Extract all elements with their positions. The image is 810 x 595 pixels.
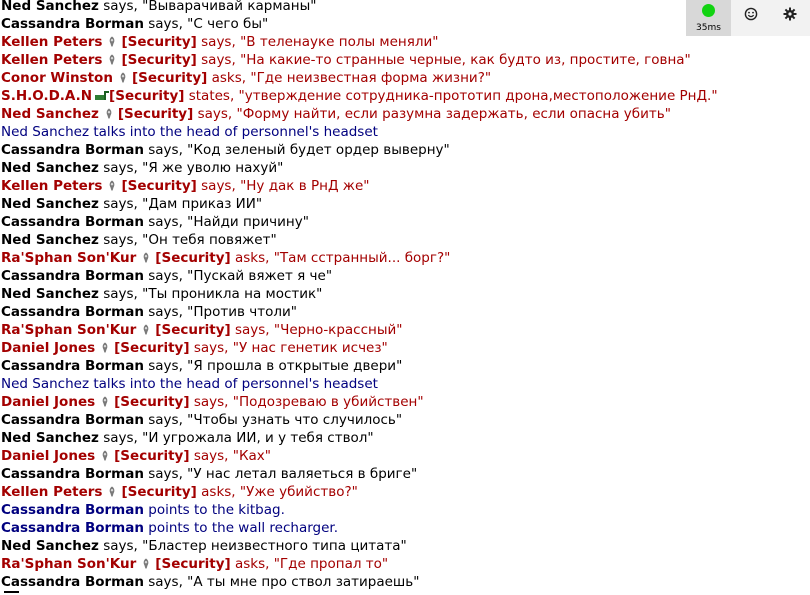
headset-icon (101, 448, 109, 459)
ping-text: 35ms (696, 23, 721, 33)
chat-message (1, 87, 801, 105)
chat-message (1, 339, 801, 357)
radio-channel: [Security] (114, 340, 190, 356)
chat-message (1, 447, 801, 465)
message-text: "Где неизвестная форма жизни?" (250, 70, 492, 86)
radio-channel: [Security] (109, 88, 185, 104)
message-verb: says, (201, 34, 236, 50)
ping-indicator (686, 0, 731, 36)
chat-message (1, 0, 801, 15)
message-verb: says, (197, 106, 233, 122)
message-text: "утверждение сотрудника-прототип дрона,местоположение РнД." (238, 88, 718, 104)
chat-message (1, 231, 801, 249)
speaker-name[interactable]: Ned Sanchez (1, 196, 99, 212)
message-text: Ned Sanchez talks into the head of personnel's headset (1, 376, 378, 392)
message-text: "И угрожала ИИ, и у тебя ствол" (142, 430, 374, 446)
message-verb: says, (148, 16, 183, 32)
chat-message (1, 519, 801, 537)
message-verb: says, (201, 52, 236, 68)
message-text: "А ты мне про ствол затираешь" (187, 574, 420, 590)
message-text: "Уже убийство?" (239, 484, 358, 500)
chat-message (1, 105, 801, 123)
message-verb: says, (193, 394, 229, 410)
message-text: "Черно-крассный" (273, 322, 403, 338)
chat-message (1, 429, 801, 447)
speaker-name[interactable]: Daniel Jones (1, 394, 96, 410)
speaker-name[interactable]: Kellen Peters (1, 484, 103, 500)
smiley-icon (744, 7, 758, 25)
message-verb: says, (193, 448, 229, 464)
speaker-name[interactable]: Kellen Peters (1, 178, 103, 194)
message-verb: asks, (211, 70, 247, 86)
speaker-name[interactable]: Cassandra Borman (1, 502, 144, 518)
speaker-name[interactable]: Ned Sanchez (1, 286, 99, 302)
message-verb: says, (103, 160, 138, 176)
speaker-name[interactable]: Cassandra Borman (1, 16, 144, 32)
speaker-name[interactable]: Cassandra Borman (1, 268, 144, 284)
message-text: "Где пропал то" (273, 556, 389, 572)
message-verb: says, (148, 358, 183, 374)
radio-channel: [Security] (121, 34, 197, 50)
speaker-name[interactable]: Kellen Peters (1, 52, 103, 68)
radio-channel: [Security] (155, 322, 231, 338)
chat-log[interactable] (1, 0, 801, 591)
message-verb: says, (148, 214, 183, 230)
message-verb: says, (148, 304, 183, 320)
message-verb: says, (148, 142, 183, 158)
headset-icon (108, 34, 116, 45)
chat-message (1, 465, 801, 483)
message-text: points to the kitbag. (148, 502, 285, 518)
speaker-name[interactable]: Ned Sanchez (1, 106, 99, 122)
gear-icon (783, 7, 797, 25)
speaker-name[interactable]: Ned Sanchez (1, 232, 99, 248)
chat-message (1, 33, 801, 51)
chat-message (1, 411, 801, 429)
settings-button[interactable] (770, 0, 810, 32)
chat-message (1, 375, 801, 393)
speaker-name[interactable]: Cassandra Borman (1, 574, 144, 590)
message-text: "Я прошла в открытые двери" (187, 358, 403, 374)
chat-message (1, 249, 801, 267)
radio-channel: [Security] (121, 484, 197, 500)
speaker-name[interactable]: Ned Sanchez (1, 160, 99, 176)
speaker-name[interactable]: Kellen Peters (1, 34, 103, 50)
headset-icon (108, 52, 116, 63)
chat-message (1, 195, 801, 213)
chat-message (1, 303, 801, 321)
chat-message (1, 69, 801, 87)
speaker-name[interactable]: Daniel Jones (1, 340, 96, 356)
message-text: "На какие-то странные черные, как будто из, простите, говна" (240, 52, 691, 68)
message-text: "Чтобы узнать что случилось" (187, 412, 403, 428)
message-verb: asks, (234, 556, 270, 572)
chat-message (1, 285, 801, 303)
speaker-name[interactable]: Ned Sanchez (1, 0, 99, 14)
headset-icon (108, 178, 116, 189)
speaker-name[interactable]: Ra'Sphan Son'Kur (1, 250, 137, 266)
headset-icon (101, 340, 109, 351)
headset-icon (142, 322, 150, 333)
message-text: "У нас летал валяеться в бриге" (187, 466, 418, 482)
speaker-name[interactable]: Ned Sanchez (1, 430, 99, 446)
chat-message (1, 51, 801, 69)
chat-message (1, 177, 801, 195)
message-text: points to the wall recharger. (148, 520, 339, 536)
speaker-name[interactable]: Conor Winston (1, 70, 113, 86)
chat-message (1, 483, 801, 501)
status-panel (686, 0, 810, 36)
speaker-name[interactable]: Cassandra Borman (1, 520, 144, 536)
chat-message (1, 213, 801, 231)
message-text: "Я же уволю нахуй" (142, 160, 284, 176)
headset-icon (142, 250, 150, 261)
chat-message (1, 357, 801, 375)
speaker-name[interactable]: Cassandra Borman (1, 142, 144, 158)
radio-channel: [Security] (114, 394, 190, 410)
message-text: "Бластер неизвестного типа цитата" (142, 538, 407, 554)
chat-message (1, 267, 801, 285)
message-text: "Пускай вяжет я че" (187, 268, 333, 284)
input-caret (4, 591, 19, 593)
radio-channel: [Security] (155, 250, 231, 266)
message-verb: says, (234, 322, 270, 338)
message-text: "Код зеленый будет ордер выверну" (187, 142, 450, 158)
ping-status-dot (702, 4, 715, 17)
speaker-name[interactable]: Ra'Sphan Son'Kur (1, 322, 137, 338)
message-text: "Он тебя повяжет" (142, 232, 277, 248)
headset-icon (142, 556, 150, 567)
speaker-name[interactable]: Cassandra Borman (1, 304, 144, 320)
message-text: "У нас генетик исчез" (232, 340, 388, 356)
message-verb: says, (148, 412, 183, 428)
message-verb: says, (103, 430, 138, 446)
message-verb: says, (148, 268, 183, 284)
speaker-name[interactable]: Cassandra Borman (1, 358, 144, 374)
message-text: "Выварачивай карманы" (142, 0, 317, 14)
message-text: "Форму найти, если разумна задержать, если опасна убить" (236, 106, 671, 122)
chat-message (1, 123, 801, 141)
message-verb: says, (103, 286, 138, 302)
headset-icon (101, 394, 109, 405)
speaker-name[interactable]: S.H.O.D.A.N (1, 88, 93, 104)
chat-message (1, 321, 801, 339)
radio-channel: [Security] (114, 448, 190, 464)
drone-icon (95, 88, 109, 99)
radio-channel: [Security] (131, 70, 208, 86)
speaker-name[interactable]: Cassandra Borman (1, 412, 144, 428)
message-verb: states, (188, 88, 235, 104)
radio-channel: [Security] (121, 178, 197, 194)
message-text: "С чего бы" (187, 16, 269, 32)
message-text: "Подозреваю в убийствен" (232, 394, 424, 410)
message-text: "Там сстранный... борг?" (273, 250, 451, 266)
message-text: "Ну дак в РнД же" (240, 178, 370, 194)
chat-message (1, 393, 801, 411)
message-verb: says, (148, 466, 183, 482)
message-text: Ned Sanchez talks into the head of personnel's headset (1, 124, 378, 140)
message-verb: says, (103, 538, 138, 554)
radio-channel: [Security] (117, 106, 194, 122)
message-verb: says, (103, 196, 138, 212)
emote-button[interactable] (731, 0, 771, 32)
message-text: "В теленауке полы меняли" (240, 34, 439, 50)
message-verb: asks, (201, 484, 236, 500)
message-text: "Ты проникла на мостик" (142, 286, 323, 302)
chat-message (1, 573, 801, 591)
speaker-name[interactable]: Ned Sanchez (1, 538, 99, 554)
headset-icon (119, 70, 127, 81)
message-verb: says, (103, 0, 138, 14)
message-text: "Против чтоли" (187, 304, 297, 320)
message-text: "Найди причину" (187, 214, 309, 230)
chat-message (1, 15, 801, 33)
chat-message (1, 537, 801, 555)
message-text: "Ках" (232, 448, 271, 464)
message-verb: says, (148, 574, 183, 590)
message-verb: says, (201, 178, 236, 194)
chat-message (1, 555, 801, 573)
speaker-name[interactable]: Daniel Jones (1, 448, 96, 464)
message-text: "Дам приказ ИИ" (142, 196, 263, 212)
message-verb: asks, (234, 250, 270, 266)
headset-icon (108, 484, 116, 495)
speaker-name[interactable]: Cassandra Borman (1, 466, 144, 482)
message-verb: says, (103, 232, 138, 248)
radio-channel: [Security] (121, 52, 197, 68)
speaker-name[interactable]: Ra'Sphan Son'Kur (1, 556, 137, 572)
chat-message (1, 501, 801, 519)
headset-icon (105, 106, 113, 117)
speaker-name[interactable]: Cassandra Borman (1, 214, 144, 230)
chat-message (1, 141, 801, 159)
message-verb: says, (193, 340, 229, 356)
chat-message (1, 159, 801, 177)
radio-channel: [Security] (155, 556, 231, 572)
